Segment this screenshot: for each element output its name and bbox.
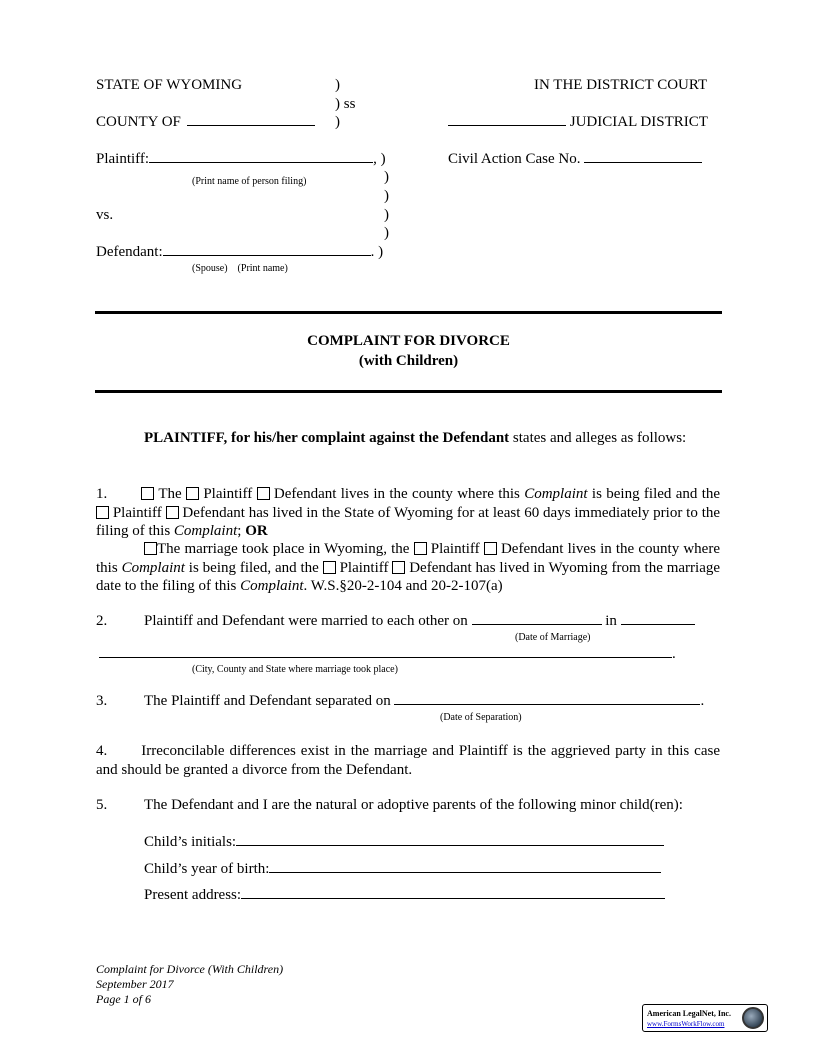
checkbox-plaintiff[interactable] [186, 487, 199, 500]
option-plaintiff-4: Plaintiff [339, 559, 389, 576]
county-label-text: COUNTY OF [96, 114, 181, 130]
case-no-field[interactable] [584, 162, 702, 163]
paragraph-2-number: 2. [96, 613, 108, 629]
option-defendant-4-text: Defendant has lived in Wyoming from the marriage date to the filing of this [96, 559, 721, 594]
plaintiff-hint: (Print name of person filing) [192, 176, 307, 187]
title-rule-top [95, 311, 722, 314]
child-initials-row [144, 834, 664, 851]
plaintiff-label: Plaintiff: [96, 151, 150, 167]
caption-paren: , ) [373, 151, 386, 167]
defendant-name-field[interactable] [163, 255, 371, 256]
county-field[interactable] [187, 125, 315, 126]
checkbox-defendant-3[interactable] [484, 542, 497, 555]
checkbox-defendant[interactable] [257, 487, 270, 500]
vs-label: vs. [96, 207, 114, 223]
title-rule-bottom [95, 390, 722, 393]
footer-title: Complaint for Divorce (With Children) [96, 962, 284, 976]
caption-paren: ) [384, 207, 389, 223]
option-defendant-text: Defendant lives in the county where this [273, 486, 520, 502]
complaint-italic: Complaint [121, 559, 185, 576]
child-initials-field[interactable] [236, 845, 664, 846]
paragraph-number: 4. [96, 743, 108, 759]
footer [96, 962, 283, 1007]
irreconcilable-text: Irreconcilable differences exist in the marriage and Plaintiff is the aggrieved party in this case and should be granted a divorce from the Defendant. [96, 743, 720, 778]
defendant-row [96, 244, 383, 261]
paragraph-1 [96, 485, 720, 541]
footer-page: Page 1 of 6 [96, 992, 151, 1006]
present-address-field[interactable] [241, 898, 665, 899]
court-label: IN THE DISTRICT COURT [534, 77, 708, 93]
statute-text: . W.S.§20-2-104 and 20-2-107(a) [303, 578, 503, 594]
checkbox-defendant-2[interactable] [166, 506, 179, 519]
married-wy-text: The marriage took place in Wyoming, the [157, 541, 410, 557]
semicolon: ; [237, 523, 242, 539]
child-birth-year-field[interactable] [269, 872, 661, 873]
document-title: COMPLAINT FOR DIVORCE [307, 333, 510, 349]
child-birth-year-label: Child’s year of birth: [144, 861, 270, 877]
defendant-hint: (Spouse) (Print name) [192, 263, 288, 274]
complaint-italic: Complaint [524, 486, 588, 502]
marriage-date-hint: (Date of Marriage) [515, 632, 591, 643]
checkbox-married-wy[interactable] [144, 542, 157, 555]
caption-paren: ) [384, 169, 389, 185]
plaintiff-row [96, 151, 386, 168]
separation-date-hint: (Date of Separation) [440, 712, 522, 723]
caption-paren: ) [335, 77, 340, 93]
marriage-date-field[interactable] [472, 624, 602, 625]
ss-label: ) ss [335, 96, 356, 112]
paragraph-2 [144, 613, 695, 630]
separated-text: The Plaintiff and Defendant separated on [144, 693, 391, 709]
checkbox-plaintiff-2[interactable] [96, 506, 109, 519]
filed-text-2: is being filed, and the [188, 559, 319, 576]
caption-paren: . ) [370, 244, 384, 260]
checkbox-plaintiff-4[interactable] [323, 561, 336, 574]
footer-date: September 2017 [96, 977, 174, 991]
logo-company: American LegalNet, Inc. [647, 1009, 731, 1018]
publisher-logo [642, 1004, 768, 1032]
intro-paragraph [96, 429, 720, 448]
paragraph-number: 1. [96, 486, 108, 502]
complaint-italic: Complaint [173, 523, 238, 539]
paragraph-5: The Defendant and I are the natural or adoptive parents of the following minor child(ren): [144, 797, 683, 813]
or-label: OR [245, 523, 268, 539]
judicial-district-text: JUDICIAL DISTRICT [569, 114, 708, 130]
married-text: Plaintiff and Defendant were married to each other on [144, 613, 468, 629]
filed-text: is being filed and the [591, 486, 721, 502]
judicial-district [448, 114, 708, 131]
paragraph-3 [144, 693, 704, 710]
intro-bold: PLAINTIFF, for his/her complaint against the Defendant [144, 430, 510, 446]
district-field[interactable] [448, 125, 566, 126]
paragraph-3-number: 3. [96, 693, 108, 709]
option-defendant-3-text: Defendant lives in the county where this [96, 541, 720, 576]
complaint-italic: Complaint [240, 578, 304, 594]
caption-paren: ) [384, 225, 389, 241]
case-no-label: Civil Action Case No. [448, 151, 581, 167]
present-address-row [144, 887, 665, 904]
paragraph-4 [96, 742, 720, 779]
case-number [448, 151, 702, 168]
county-label [96, 114, 315, 131]
seal-icon [742, 1007, 764, 1029]
state-label: STATE OF WYOMING [96, 77, 243, 93]
present-address-label: Present address: [144, 887, 242, 903]
document-subtitle: (with Children) [358, 353, 459, 369]
period: . [672, 646, 676, 662]
option-plaintiff-2: Plaintiff [112, 504, 162, 521]
separation-date-field[interactable] [394, 704, 700, 705]
intro-rest: states and alleges as follows: [509, 430, 687, 446]
option-plaintiff: Plaintiff [203, 486, 253, 502]
child-initials-label: Child’s initials: [144, 834, 237, 850]
checkbox-defendant-4[interactable] [392, 561, 405, 574]
plaintiff-name-field[interactable] [149, 162, 373, 163]
period: . [700, 693, 705, 709]
checkbox-plaintiff-3[interactable] [414, 542, 427, 555]
defendant-label: Defendant: [96, 244, 163, 260]
logo-url[interactable]: www.FormsWorkFlow.com [647, 1020, 725, 1028]
marriage-place-short-field[interactable] [621, 624, 695, 625]
marriage-place-field[interactable] [99, 657, 672, 658]
in-label: in [605, 613, 617, 629]
paragraph-1-alt [96, 540, 720, 596]
marriage-place-hint: (City, County and State where marriage took place) [192, 664, 398, 675]
paragraph-5-number: 5. [96, 797, 108, 813]
child-birth-year-row [144, 861, 661, 878]
option-plaintiff-3: Plaintiff [430, 541, 480, 557]
caption-paren: ) [384, 188, 389, 204]
marriage-place-row [99, 646, 676, 663]
checkbox-the[interactable] [141, 487, 154, 500]
option-the: The [158, 486, 182, 502]
option-defendant-2-text: Defendant has lived in the State of Wyoming for at least 60 days immediately prior to the filing of this [96, 504, 721, 539]
caption-paren: ) [335, 114, 340, 130]
